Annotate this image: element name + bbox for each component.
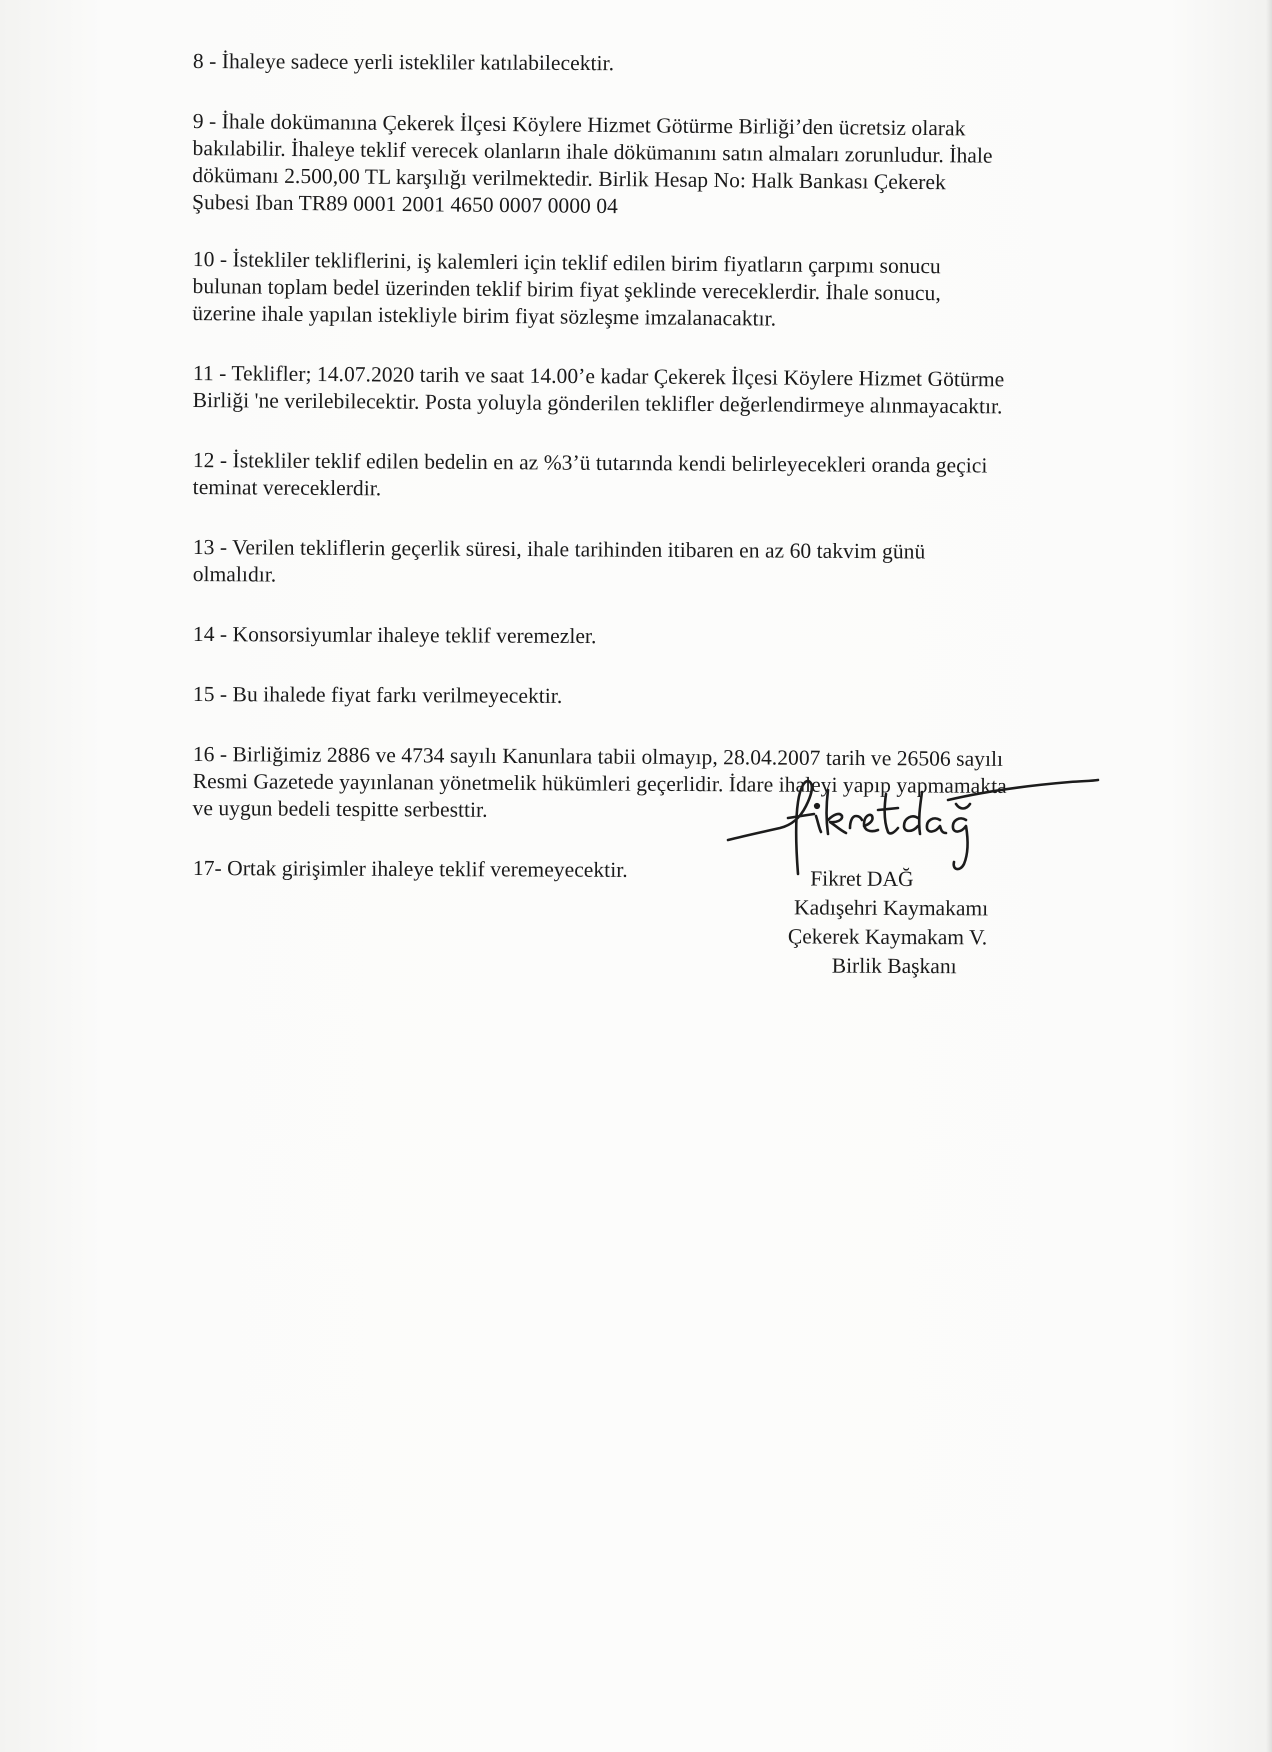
clause-line: Şubesi Iban TR89 0001 2001 4650 0007 0000 04 — [191, 189, 619, 219]
clause-line: bakılabilir. İhaleye teklif verecek olanların ihale dökümanını satın almaları zorunludur. İhale — [192, 135, 993, 168]
signer-title: Birlik Başkanı — [831, 953, 957, 979]
clause-line: Birliği 'ne verilebilecektir. Posta yoluyla gönderilen teklifler değerlendirmeye alınmayacaktır. — [192, 387, 1003, 419]
clause-line: 17- Ortak girişimler ihaleye teklif veremeyecektir. — [192, 856, 628, 882]
clause-12 — [193, 447, 1083, 507]
clause-8 — [193, 48, 1083, 80]
clause-line: üzerine ihale yapılan istekliyle birim fiyat sözleşme imzalanacaktır. — [192, 300, 777, 331]
clause-line: 11 - Teklifler; 14.07.2020 tarih ve saat 14.00’e kadar Çekerek İlçesi Köylere Hizmet Götürme — [192, 360, 1005, 392]
clause-line: 9 - İhale dokümanına Çekerek İlçesi Köylere Hizmet Götürme Birliği’den ücretsiz olarak — [192, 108, 966, 141]
clause-line: olmalıdır. — [192, 561, 277, 587]
signer-block — [782, 864, 1043, 981]
clause-line: teminat vereceklerdir. — [192, 474, 382, 501]
signer-title: Kadışehri Kaymakamı — [794, 895, 989, 921]
clause-15 — [193, 681, 1083, 713]
clause-line: 8 - İhaleye sadece yerli istekliler katılabilecektir. — [192, 48, 615, 76]
clause-line: 10 - İstekliler tekliflerini, iş kalemleri için teklif edilen birim fiyatların çarpımı sonucu — [192, 246, 941, 279]
clause-9 — [192, 108, 1083, 225]
clause-line: ve uygun bedeli tespitte serbesttir. — [192, 795, 488, 822]
handwritten-signature — [722, 778, 1102, 878]
clause-line: dökümanı 2.500,00 TL karşılığı verilmektedir. Birlik Hesap No: Halk Bankası Çekerek — [192, 162, 946, 195]
clause-line: 12 - İstekliler teklif edilen bedelin en az %3’ü tutarında kendi belirleyecekleri oranda geçici — [192, 447, 988, 478]
scan-edge-shadow — [1266, 0, 1272, 1752]
clause-13 — [193, 534, 1083, 593]
clause-line: 16 - Birliğimiz 2886 ve 4734 sayılı Kanunlara tabii olmayıp, 28.04.2007 tarih ve 26506 sayılı — [192, 742, 1004, 771]
clause-10 — [192, 246, 1083, 336]
signer-name: Fikret DAĞ — [810, 866, 914, 892]
clause-14 — [193, 621, 1083, 653]
clause-line: 15 - Bu ihalede fiyat farkı verilmeyecektir. — [192, 682, 563, 708]
clause-line: 14 - Konsorsiyumlar ihaleye teklif veremezler. — [192, 622, 597, 649]
clause-11 — [193, 360, 1083, 421]
clause-line: 13 - Verilen tekliflerin geçerlik süresi, ihale tarihinden itibaren en az 60 takvim günü — [192, 535, 926, 564]
clause-line: bulunan toplam bedel üzerinden teklif birim fiyat şeklinde vereceklerdir. İhale sonucu, — [192, 273, 941, 306]
signer-title: Çekerek Kaymakam V. — [787, 924, 988, 950]
clause-line: Resmi Gazetede yayınlanan yönetmelik hükümleri geçerlidir. İdare ihaleyi yapıp yapmamakta — [192, 768, 1007, 798]
